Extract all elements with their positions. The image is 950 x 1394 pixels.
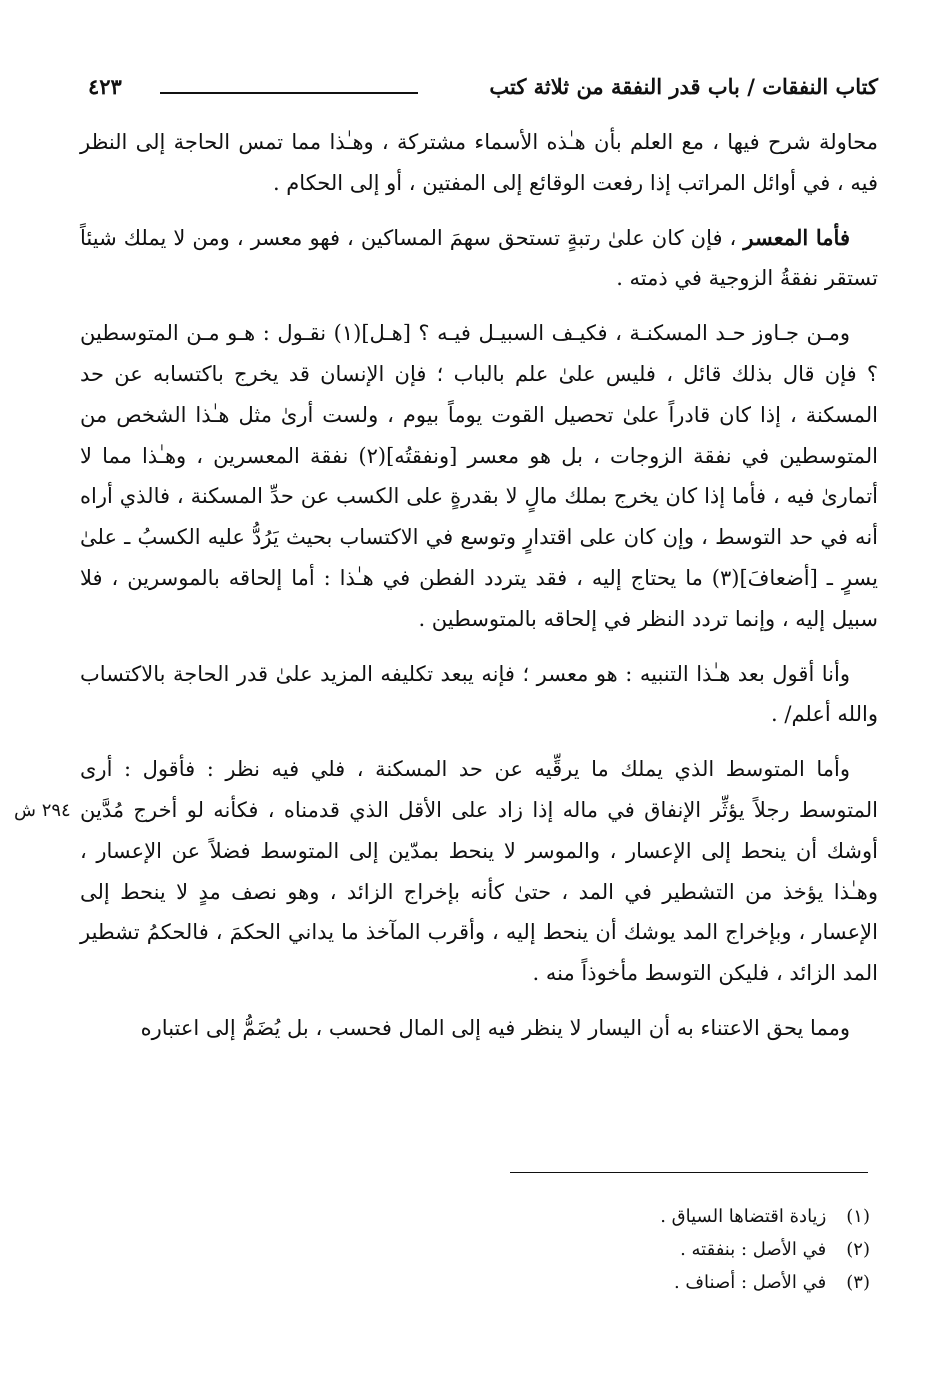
- footnote-text: زيادة اقتضاها السياق .: [660, 1206, 827, 1227]
- paragraph: [80, 1008, 878, 1049]
- running-header: [88, 70, 878, 110]
- header-rule: [160, 92, 418, 94]
- paragraph-text: محاولة شرح فيها ، مع العلم بأن هـٰذه الأسماء مشتركة ، وهـٰذا مما تمس الحاجة إلى النظر فيه ، في أوائل المراتب إذا رفعت الوقائع إلى المفتين ، أو إلى الحكام .: [80, 130, 878, 195]
- paragraph-text: ومما يحق الاعتناء به أن اليسار لا ينظر فيه إلى المال فحسب ، بل يُضَمُّ إلى اعتباره: [140, 1015, 850, 1040]
- footnote-number: (١): [846, 1206, 870, 1227]
- footnote-text: في الأصل : بنفقته .: [680, 1239, 827, 1260]
- paragraph: [80, 122, 878, 204]
- footnote-text: في الأصل : أصناف .: [673, 1272, 827, 1293]
- footnote-number: (٣): [846, 1272, 870, 1293]
- footnote-number: (٢): [846, 1239, 870, 1260]
- footnote: [400, 1266, 870, 1299]
- paragraph-text: وأما المتوسط الذي يملك ما يرقِّيه عن حد المسكنة ، فلي فيه نظر : فأقول : أرى المتوسط رجلاً يؤثِّر الإنفاق في ماله إذا زاد على الأقل الذي قدمناه ، فكأنه لو أخرج مُدَّين أوشك أن ينحط إلى الإعسار ، والموسر لا ينحط بمدّين إلى المتوسط فضلاً عن الإعسار ، وهـٰذا يؤخذ من التشطير في المد ، حتىٰ كأنه بإخراج الزائد ، وهو نصف مدٍ لا ينحط إلى الإعسار ، وبإخراج المد يوشك أن ينحط إليه ، وأقرب المآخذ ما يداني الحكمَ ، فالحكمُ تشطير المد الزائد ، فليكن التوسط مأخوذاً منه .: [80, 757, 878, 986]
- paragraph-text: ، فإن كان علىٰ رتبةٍ تستحق سهمَ المساكين ، فهو معسر ، ومن لا يملك شيئاً تستقر نفقةُ الزوجية في ذمته .: [80, 225, 878, 291]
- paragraph-text: ومـن جـاوز حـد المسكنـة ، فكيـف السبيـل فيـه ؟ [هـل](١) نقـول : هـو مـن المتوسطين ؟ فإن قال بذلك قائل ، فليس علىٰ علم بالباب ؛ فإن الإنسان قد يخرج باكتسابه عن حد المسكنة ، إذا كان قادراً علىٰ تحصيل القوت يوماً بيوم ، ولست أرىٰ مثل هـٰذا الشخص من المتوسطين في نفقة الزوجات ، بل هو معسر [ونفقتُه](٢) نفقة المعسرين ، وهـٰذا مما لا أتمارىٰ فيه ، فأما إذا كان يخرج بملك مالٍ لا بقدرةٍ على الكسب عن حدِّ المسكنة ، فالذي أراه أنه في حد التوسط ، وإن كان على اقتدارٍ وتوسع في الاكتساب بحيث يَرُدُّ عليه الكسبُ ـ علىٰ يسرٍ ـ [أضعافَ](٣) ما يحتاج إليه ، فقد يتردد الفطن في هـٰذا : أما إلحاقه بالموسرين ، فلا سبيل إليه ، وإنما تردد النظر في إلحاقه بالمتوسطين .: [80, 321, 878, 631]
- body-text: [80, 122, 878, 1063]
- paragraph-text: وأنا أقول بعد هـٰذا التنبيه : هو معسر ؛ فإنه يبعد تكليفه المزيد علىٰ قدر الحاجة بالاكتساب والله أعلم/ .: [80, 661, 878, 727]
- header-title: كتاب النفقات / باب قدر النفقة من ثلاثة كتب: [489, 74, 878, 99]
- footnote: [400, 1233, 870, 1266]
- margin-manuscript-ref: ٢٩٤ ش: [14, 800, 71, 821]
- paragraph: [80, 654, 878, 736]
- footnote: [400, 1200, 870, 1233]
- page-number: ٤٢٣: [88, 74, 122, 99]
- footnotes: [400, 1200, 870, 1299]
- paragraph: [80, 218, 878, 300]
- footnote-rule: [510, 1172, 868, 1173]
- paragraph: [80, 749, 878, 994]
- paragraph-lead: فأما المعسر: [743, 224, 850, 250]
- paragraph: [80, 313, 878, 639]
